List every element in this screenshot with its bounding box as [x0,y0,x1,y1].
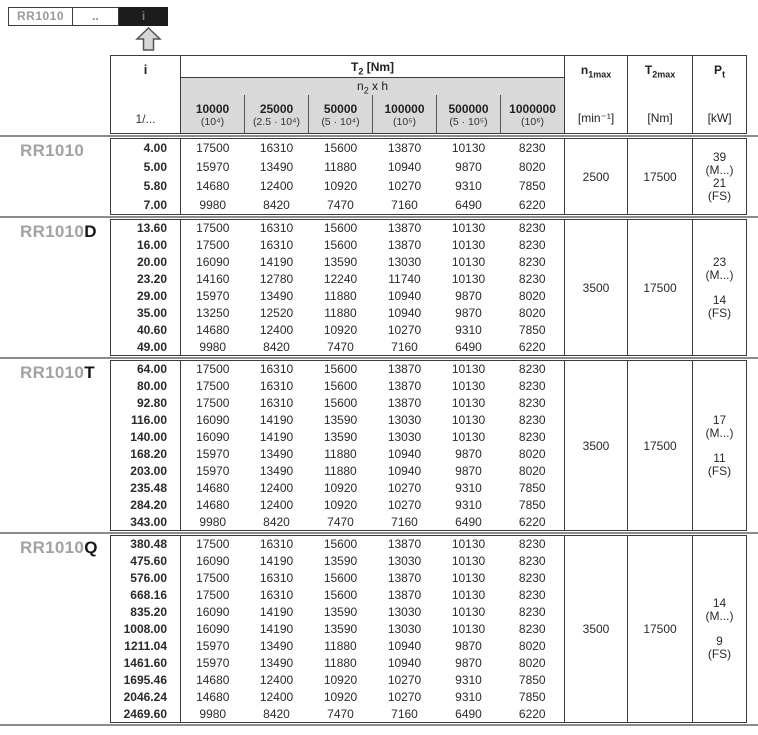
t2-value-cell: 15970 [196,289,230,303]
t2-value-cell: 17500 [196,141,230,156]
tab-dots[interactable]: .. [72,7,119,26]
t2-value-cell: 8230 [518,554,546,568]
t2-value-cell: 10130 [451,141,486,156]
pt-cell: 23 (M...) 14 (FS) [693,220,747,356]
t2-value-cell: 15600 [323,396,358,410]
ratings-table [110,535,747,723]
t2-value-cell: 10270 [387,323,422,337]
model-group-rr1010 [0,138,758,215]
t2-value-cell: 9980 [199,706,227,721]
t2-value-cell: 8230 [518,622,546,636]
t2-value-cell: 7850 [518,481,546,495]
t2-value-cell: 10130 [451,537,486,552]
t2-value-cell: 7160 [391,706,418,721]
t2-value-cell: 12240 [323,272,358,286]
t2-value-cell: 15600 [323,141,358,156]
t2-value-cell: 11880 [324,639,357,653]
t2-value-cell: 10920 [323,673,358,687]
t2-value-cell: 15600 [323,379,358,393]
t2-value-cell: 14680 [196,323,230,337]
t2-value-cell: 12520 [259,306,294,320]
t2-value-cell: 9310 [455,690,482,704]
t2-value-cell: 13870 [387,396,422,410]
t2-value-cell: 15600 [323,588,358,602]
t2-value-cell: 9870 [455,160,482,174]
t2-value-cell: 10270 [387,481,422,495]
t2-value-cell: 6490 [455,514,482,529]
t2-value-cell: 14190 [259,413,294,427]
cycle-column-header: 10000 (10⁴) [181,95,245,134]
t2-value-cell: 11880 [324,656,357,670]
t2-value-cell: 14680 [196,481,230,495]
n2xh-subheader: $n_2$ x h [181,78,565,95]
t2-value-cell: 10130 [451,605,486,619]
t2-value-cell: 14680 [196,673,230,687]
t2-value-cell: 6220 [518,514,546,529]
t2-value-cell: 8020 [518,306,546,320]
t2-value-cell: 8230 [518,255,546,269]
t2-value-cell: 11880 [324,289,357,303]
t2-value-cell: 16310 [259,362,294,377]
t2-value-cell: 7470 [327,197,354,212]
t2-value-cell: 13030 [387,413,422,427]
t2-value-cell: 15970 [196,447,230,461]
t2-value-cell: 16310 [259,238,294,252]
t2-value-cell: 13870 [387,537,422,552]
t2-value-cell: 10130 [451,272,486,286]
ratio-cell: 1211.04 [111,638,181,655]
t2-value-cell: 13030 [387,554,422,568]
t2-value-cell: 10270 [387,179,422,193]
t2-value-cell: 10940 [387,289,422,303]
t2-value-cell: 9870 [455,656,482,670]
t2-value-cell: 8230 [518,141,546,156]
t2-value-cell: 13030 [387,255,422,269]
t2-value-cell: 15970 [196,639,230,653]
t2-value-cell: 10940 [387,447,422,461]
t2-value-cell: 15600 [323,537,358,552]
t2-value-cell: 10130 [451,571,486,585]
table-header [110,55,747,134]
ratio-cell: 1695.46 [111,672,181,689]
model-label: RR1010D [20,222,97,241]
model-group-rr1010d [0,219,758,356]
ratio-cell: 343.00 [111,514,181,531]
t2-value-cell: 9310 [455,179,482,193]
t2-value-cell: 12780 [259,272,294,286]
group-separator [0,532,758,534]
t2-value-cell: 10920 [323,498,358,512]
t2-value-cell: 7850 [518,498,546,512]
t2-value-cell: 7850 [518,179,546,193]
t2-value-cell: 8420 [263,197,290,212]
t2-value-cell: 12400 [259,673,294,687]
t2-value-cell: 8230 [518,571,546,585]
model-groups [0,135,758,726]
n1max-cell: 2500 [565,139,628,215]
t2-value-cell: 8230 [518,605,546,619]
t2-value-cell: 13590 [323,430,358,444]
t2-value-cell: 12400 [259,179,294,193]
t2-value-cell: 8020 [518,639,546,653]
ratio-cell: 668.16 [111,587,181,604]
t2-value-cell: 9870 [455,464,482,478]
t2-value-cell: 16090 [196,622,230,636]
t2-value-cell: 13870 [387,379,422,393]
cycle-column-header: 100000 (10⁵) [373,95,437,134]
t2-value-cell: 12400 [259,690,294,704]
ratio-cell: 4.00 [111,139,181,158]
ratio-column-header [111,56,181,134]
t2-value-cell: 13870 [387,238,422,252]
t2-value-cell: 12400 [259,481,294,495]
t2-value-cell: 16310 [259,571,294,585]
t2-value-cell: 11740 [388,272,421,286]
t2-value-cell: 15970 [196,160,230,174]
t2-value-cell: 7470 [327,706,354,721]
ratio-cell: 40.60 [111,322,181,339]
t2-value-cell: 17500 [196,571,230,585]
ratio-cell: 168.20 [111,446,181,463]
t2-value-cell: 8230 [518,379,546,393]
pt-cell: 14 (M...) 9 (FS) [693,536,747,723]
t2-value-cell: 17500 [196,362,230,377]
t2-value-cell: 9870 [455,639,482,653]
t2-value-cell: 13490 [259,447,294,461]
t2-value-cell: 13870 [387,362,422,377]
t2-value-cell: 10940 [387,160,422,174]
t2-value-cell: 17500 [196,537,230,552]
t2max-cell: 17500 [628,536,693,723]
t2-value-cell: 13870 [387,588,422,602]
group-separator [0,357,758,359]
t2-value-cell: 13250 [196,306,230,320]
ratio-cell: 2046.24 [111,689,181,706]
t2-value-cell: 9980 [199,339,227,354]
n1max-column-header: $n_{1max}$ [min⁻¹] [565,56,628,134]
group-separator [0,216,758,218]
t2-value-cell: 7160 [391,197,418,212]
t2max-cell: 17500 [628,220,693,356]
ratio-cell: 13.60 [111,220,181,237]
t2-value-cell: 11880 [324,447,357,461]
t2-value-cell: 8230 [518,362,546,377]
t2-value-cell: 10940 [387,639,422,653]
t2-value-cell: 13030 [387,605,422,619]
table-row [111,139,747,158]
t2-value-cell: 6490 [455,339,482,354]
model-label: RR1010T [20,363,95,382]
t2-value-cell: 17500 [196,379,230,393]
t2-value-cell: 8020 [518,160,546,174]
t2-value-cell: 13870 [387,221,422,236]
t2-value-cell: 13030 [387,622,422,636]
t2-value-cell: 9310 [455,481,482,495]
ratio-cell: 576.00 [111,570,181,587]
t2-value-cell: 17500 [196,221,230,236]
ratio-cell: 35.00 [111,305,181,322]
ratings-table [110,360,747,531]
t2-value-cell: 9870 [455,306,482,320]
t2-value-cell: 14190 [259,622,294,636]
t2-value-cell: 13870 [387,571,422,585]
ratio-cell: 835.20 [111,604,181,621]
t2-value-cell: 10920 [323,481,358,495]
t2-value-cell: 13590 [323,622,358,636]
ratio-cell: 16.00 [111,237,181,254]
t2-value-cell: 9310 [455,498,482,512]
cycle-column-header: 500000 (5 · 10⁵) [437,95,501,134]
t2-value-cell: 9980 [199,514,227,529]
ratings-table [110,138,747,215]
tab-model-name[interactable]: RR1010 [8,7,72,26]
t2-value-cell: 14190 [259,605,294,619]
t2-value-cell: 13490 [259,464,294,478]
t2-value-cell: 11880 [324,160,357,174]
t2-value-cell: 10130 [451,255,486,269]
t2-value-cell: 16310 [259,396,294,410]
t2-value-cell: 6220 [518,197,546,212]
ratio-cell: 140.00 [111,429,181,446]
t2-value-cell: 10130 [451,221,486,236]
t2-value-cell: 13590 [323,413,358,427]
tab-i-active[interactable]: i [119,7,168,26]
ratio-cell: 7.00 [111,196,181,215]
t2-value-cell: 6490 [455,706,482,721]
t2-value-cell: 15970 [196,464,230,478]
ratings-table [110,219,747,356]
t2-value-cell: 9870 [455,289,482,303]
ratio-cell: 5.00 [111,158,181,177]
t2-value-cell: 11880 [324,306,357,320]
t2-value-cell: 10920 [323,323,358,337]
ratio-cell: 1461.60 [111,655,181,672]
t2-value-cell: 8230 [518,396,546,410]
t2max-column-header: $T_{2max}$ [Nm] [628,56,693,134]
t2max-cell: 17500 [628,139,693,215]
model-group-rr1010q [0,535,758,723]
ratio-cell: 64.00 [111,361,181,378]
t2-value-cell: 9870 [455,447,482,461]
t2-value-cell: 7160 [391,514,418,529]
t2-value-cell: 8230 [518,221,546,236]
table-row [111,536,747,553]
ratio-cell: 1008.00 [111,621,181,638]
table-row [111,220,747,237]
t2-value-cell: 17500 [196,238,230,252]
t2-value-cell: 8230 [518,588,546,602]
model-label: RR1010 [20,141,85,160]
model-label: RR1010Q [20,538,98,557]
t2-value-cell: 13870 [387,141,422,156]
t2-value-cell: 8020 [518,447,546,461]
ratio-cell: 80.00 [111,378,181,395]
t2-value-cell: 17500 [196,396,230,410]
t2-value-cell: 14190 [259,255,294,269]
t2-value-cell: 13590 [323,605,358,619]
ratings-table-area [0,55,758,727]
ratio-cell: 23.20 [111,271,181,288]
t2-value-cell: 10270 [387,498,422,512]
t2-value-cell: 8230 [518,238,546,252]
t2-value-cell: 14160 [196,272,230,286]
t2-value-cell: 15600 [323,238,358,252]
t2-value-cell: 9310 [455,673,482,687]
t2-value-cell: 15600 [323,221,358,236]
t2-value-cell: 13490 [259,639,294,653]
t2-value-cell: 6220 [518,339,546,354]
ratio-cell: 2469.60 [111,706,181,723]
t2-value-cell: 10130 [451,588,486,602]
t2-value-cell: 16310 [259,141,294,156]
pt-column-header: $P_t$ [kW] [693,56,747,134]
cycle-column-header: 25000 (2.5 · 10⁴) [245,95,309,134]
i-label: i [143,62,148,77]
t2-value-cell: 9980 [199,197,227,212]
ratio-cell: 203.00 [111,463,181,480]
t2-value-cell: 10920 [323,179,358,193]
t2-value-cell: 13490 [259,289,294,303]
t2-value-cell: 13490 [259,160,294,174]
pt-cell: 17 (M...) 11 (FS) [693,361,747,531]
t2-value-cell: 15600 [323,571,358,585]
table-row [111,361,747,378]
ratio-cell: 116.00 [111,412,181,429]
t2-value-cell: 16090 [196,255,230,269]
t2-value-cell: 10130 [451,554,486,568]
pt-cell: 39 (M...) 21 (FS) [693,139,747,215]
t2-value-cell: 10130 [451,413,486,427]
ratio-cell: 284.20 [111,497,181,514]
bottom-rule [0,724,758,726]
t2-value-cell: 8020 [518,656,546,670]
t2-value-cell: 10940 [387,656,422,670]
t2-value-cell: 10920 [323,690,358,704]
t2-value-cell: 8230 [518,537,546,552]
t2-value-cell: 8420 [263,514,290,529]
t2-value-cell: 11880 [324,464,357,478]
t2-value-cell: 12400 [259,323,294,337]
t2-value-cell: 7850 [518,673,546,687]
t2-value-cell: 7470 [327,339,354,354]
t2-value-cell: 7160 [391,339,418,354]
t2-group-header: $T_2$ [Nm] [181,56,565,78]
t2-value-cell: 8020 [518,464,546,478]
t2-value-cell: 13590 [323,554,358,568]
t2-value-cell: 10130 [451,430,486,444]
t2-value-cell: 16310 [259,379,294,393]
t2-value-cell: 16090 [196,430,230,444]
t2-value-cell: 15970 [196,656,230,670]
i-sub-label: 1/... [135,112,156,126]
t2-value-cell: 14190 [259,554,294,568]
ratio-cell: 92.80 [111,395,181,412]
ratio-cell: 235.48 [111,480,181,497]
t2-value-cell: 6220 [518,706,546,721]
n1max-cell: 3500 [565,220,628,356]
t2-value-cell: 17500 [196,588,230,602]
t2-value-cell: 10130 [451,622,486,636]
t2-value-cell: 8230 [518,272,546,286]
t2-value-cell: 10130 [451,379,486,393]
n1max-cell: 3500 [565,536,628,723]
t2-value-cell: 12400 [259,498,294,512]
t2-value-cell: 10270 [387,673,422,687]
group-separator [0,135,758,137]
cycle-column-header: 1000000 (10⁶) [501,95,565,134]
t2-value-cell: 14190 [259,430,294,444]
t2max-cell: 17500 [628,361,693,531]
t2-value-cell: 9310 [455,323,482,337]
t2-value-cell: 10130 [451,238,486,252]
model-group-rr1010t [0,360,758,531]
t2-value-cell: 16090 [196,413,230,427]
t2-value-cell: 16310 [259,588,294,602]
t2-value-cell: 8020 [518,289,546,303]
cycle-column-header: 50000 (5 · 10⁴) [309,95,373,134]
ratio-cell: 5.80 [111,177,181,196]
t2-value-cell: 10940 [387,464,422,478]
t2-value-cell: 13490 [259,656,294,670]
t2-value-cell: 16090 [196,605,230,619]
up-arrow-icon [135,27,162,52]
t2-value-cell: 8420 [263,706,290,721]
t2-value-cell: 8230 [518,413,546,427]
t2-value-cell: 7850 [518,323,546,337]
ratio-cell: 49.00 [111,339,181,356]
t2-value-cell: 8230 [518,430,546,444]
t2-value-cell: 10940 [387,306,422,320]
ratio-cell: 475.60 [111,553,181,570]
t2-value-cell: 15600 [323,362,358,377]
t2-value-cell: 6490 [455,197,482,212]
t2-value-cell: 7850 [518,690,546,704]
ratio-cell: 20.00 [111,254,181,271]
n1max-cell: 3500 [565,361,628,531]
t2-value-cell: 16310 [259,221,294,236]
t2-value-cell: 14680 [196,690,230,704]
t2-value-cell: 7470 [327,514,354,529]
t2-value-cell: 14680 [196,179,230,193]
t2-value-cell: 16310 [259,537,294,552]
t2-value-cell: 14680 [196,498,230,512]
t2-value-cell: 10130 [451,396,486,410]
t2-value-cell: 16090 [196,554,230,568]
t2-value-cell: 10270 [387,690,422,704]
model-selector-tabs [8,7,168,26]
t2-value-cell: 13590 [323,255,358,269]
t2-value-cell: 8420 [263,339,290,354]
ratio-cell: 29.00 [111,288,181,305]
ratio-cell: 380.48 [111,536,181,553]
t2-value-cell: 10130 [451,362,486,377]
t2-value-cell: 13030 [387,430,422,444]
